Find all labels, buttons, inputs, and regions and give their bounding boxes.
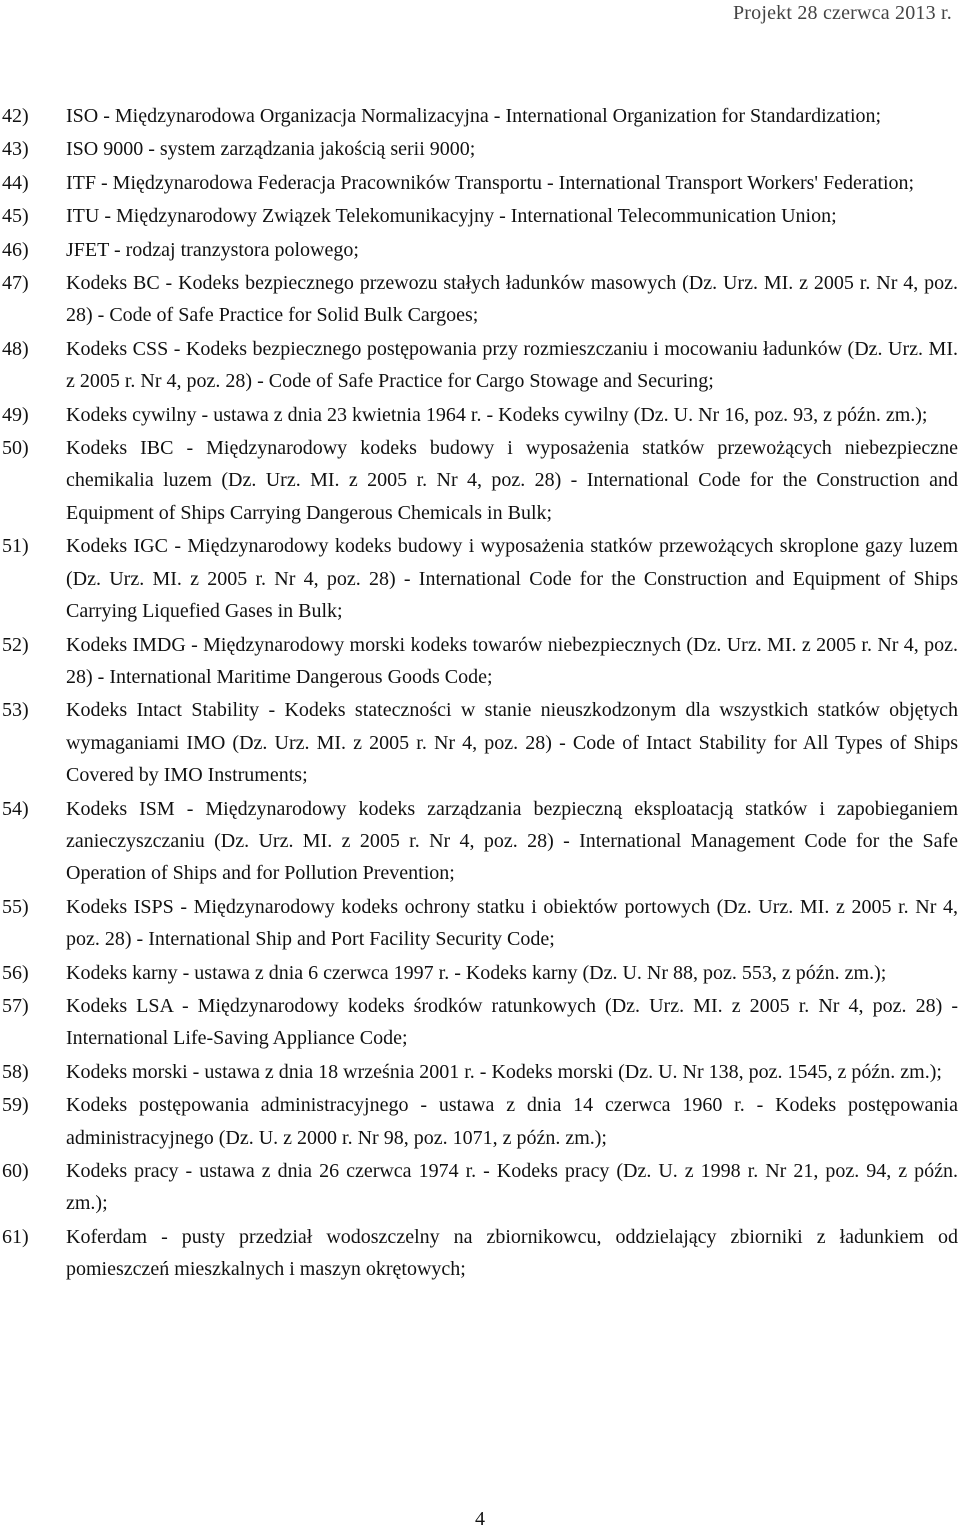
item-number: 49) <box>2 403 29 426</box>
item-number: 59) <box>2 1094 29 1117</box>
list-item <box>0 957 960 989</box>
item-number: 51) <box>2 535 29 558</box>
item-number: 47) <box>2 272 29 295</box>
item-number: 52) <box>2 633 29 656</box>
list-item <box>0 1089 960 1154</box>
list-item <box>0 333 960 398</box>
item-number: 48) <box>2 337 29 360</box>
item-text: Kodeks ISPS - Międzynarodowy kodeks ochrony statku i obiektów portowych (Dz. Urz. MI. z 2005 r. Nr 4, poz. 28) - International Ship and Port Facility Security Code; <box>66 895 958 951</box>
item-text: Kodeks ISM - Międzynarodowy kodeks zarządzania bezpieczną eksploatacją statków i zapobieganiem zanieczyszczaniu (Dz. Urz. MI. z 2005 r. Nr 4, poz. 28) - International Management Code for the Safe Operation of Ships and for Pollution Prevention; <box>66 797 958 885</box>
item-text: Kodeks IBC - Międzynarodowy kodeks budowy i wyposażenia statków przewożących niebezpieczne chemikalia luzem (Dz. Urz. MI. z 2005 r. Nr 4, poz. 28) - International Code for the Construction and Equipment of Ships Carrying Dangerous Chemicals in Bulk; <box>66 437 958 524</box>
list-item <box>0 530 960 627</box>
item-text: Kodeks IGC - Międzynarodowy kodeks budowy i wyposażenia statków przewożących skroplone gazy luzem (Dz. Urz. MI. z 2005 r. Nr 4, poz. 28) - International Code for the Construction and Equipment of Ships Carrying Liquefied Gases in Bulk; <box>66 535 958 623</box>
list-item <box>0 629 960 694</box>
item-text: Kodeks Intact Stability - Kodeks stateczności w stanie nieuszkodzonym dla wszystkich statków objętych wymaganiami IMO (Dz. Urz. MI. z 2005 r. Nr 4, poz. 28) - Code of Intact Stability for All Types of Ships Covered by IMO Instruments; <box>66 699 958 787</box>
item-text: ISO - Międzynarodowa Organizacja Normalizacyjna - International Organization for Standardization; <box>66 105 882 127</box>
item-text: Kodeks postępowania administracyjnego - ustawa z dnia 14 czerwca 1960 r. - Kodeks postępowania administracyjnego (Dz. U. z 2000 r. Nr 98, poz. 1071, z późn. zm.); <box>66 1094 958 1149</box>
item-text: Kodeks LSA - Międzynarodowy kodeks środków ratunkowych (Dz. Urz. MI. z 2005 r. Nr 4, poz. 28) - International Life-Saving Appliance Code; <box>66 994 958 1050</box>
list-item <box>0 891 960 956</box>
list-item <box>0 234 960 266</box>
item-number: 44) <box>2 171 29 194</box>
list-item <box>0 1221 960 1286</box>
item-text: Kodeks karny - ustawa z dnia 6 czerwca 1997 r. - Kodeks karny (Dz. U. Nr 88, poz. 553, z późn. zm.); <box>66 961 887 984</box>
list-item <box>0 200 960 232</box>
item-text: Kodeks IMDG - Międzynarodowy morski kodeks towarów niebezpiecznych (Dz. Urz. MI. z 2005 r. Nr 4, poz. 28) - International Maritime Dangerous Goods Code; <box>66 633 958 688</box>
item-number: 46) <box>2 238 29 261</box>
list-item <box>0 399 960 431</box>
list-item <box>0 133 960 165</box>
item-number: 43) <box>2 138 29 161</box>
item-number: 50) <box>2 437 29 460</box>
item-text: JFET - rodzaj tranzystora polowego; <box>66 238 359 261</box>
item-number: 60) <box>2 1160 29 1182</box>
item-number: 55) <box>2 895 29 918</box>
list-item <box>0 793 960 890</box>
list-item <box>0 267 960 332</box>
list-item <box>0 432 960 529</box>
list-item <box>0 100 960 132</box>
list-item <box>0 1155 960 1220</box>
list-item <box>0 990 960 1055</box>
item-number: 61) <box>2 1225 29 1248</box>
item-number: 56) <box>2 961 29 984</box>
list-item <box>0 694 960 791</box>
item-text: ISO 9000 - system zarządzania jakością serii 9000; <box>66 138 476 161</box>
item-number: 45) <box>2 205 29 228</box>
item-text: Kodeks CSS - Kodeks bezpiecznego postępowania przy rozmieszczaniu i mocowaniu ładunków (Dz. Urz. MI. z 2005 r. Nr 4, poz. 28) - Code of Safe Practice for Cargo Stowage and Securing; <box>66 337 958 393</box>
page-header: Projekt 28 czerwca 2013 r. <box>732 2 952 24</box>
definitions-list <box>0 100 960 1287</box>
item-text: Koferdam - pusty przedział wodoszczelny na zbiornikowcu, oddzielający zbiorniki z ładunkiem od pomieszczeń mieszkalnych i maszyn okrętowych; <box>66 1225 958 1281</box>
list-item <box>0 1056 960 1088</box>
item-number: 53) <box>2 699 29 722</box>
item-text: Kodeks pracy - ustawa z dnia 26 czerwca 1974 r. - Kodeks pracy (Dz. U. z 1998 r. Nr 21, poz. 94, z późn. zm.); <box>66 1160 958 1215</box>
item-number: 42) <box>2 105 29 127</box>
item-number: 54) <box>2 797 29 820</box>
page-number: 4 <box>475 1508 485 1530</box>
item-text: Kodeks BC - Kodeks bezpiecznego przewozu stałych ładunków masowych (Dz. Urz. MI. z 2005 r. Nr 4, poz. 28) - Code of Safe Practice for Solid Bulk Cargoes; <box>66 272 958 327</box>
item-number: 57) <box>2 994 29 1017</box>
item-text: ITF - Międzynarodowa Federacja Pracowników Transportu - International Transport Workers' Federation; <box>66 171 915 194</box>
item-text: Kodeks cywilny - ustawa z dnia 23 kwietnia 1964 r. - Kodeks cywilny (Dz. U. Nr 16, poz. 93, z późn. zm.); <box>66 403 928 426</box>
item-text: Kodeks morski - ustawa z dnia 18 września 2001 r. - Kodeks morski (Dz. U. Nr 138, poz. 1545, z późn. zm.); <box>66 1060 942 1083</box>
item-text: ITU - Międzynarodowy Związek Telekomunikacyjny - International Telecommunication Union; <box>66 205 837 228</box>
list-item <box>0 167 960 199</box>
item-number: 58) <box>2 1060 29 1083</box>
